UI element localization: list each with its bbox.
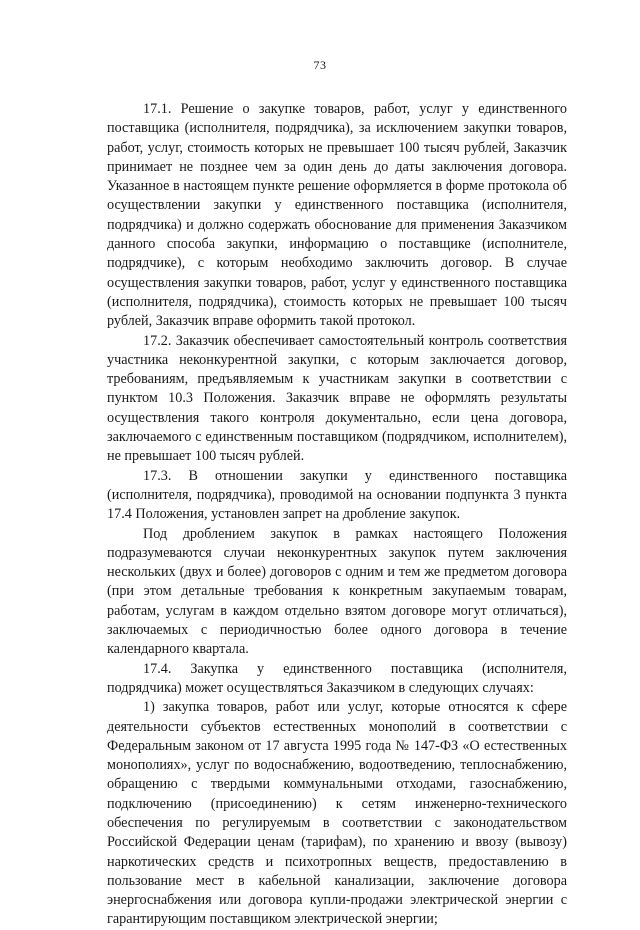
paragraph-17-2: 17.2. Заказчик обеспечивает самостоятельный контроль соответствия участника неконкурентной закупки, с которым заключается договор, требованиям, предъявляемым к участникам закупки в соответствии с пунктом 10.3 Положения. Заказчик вправе не оформлять результаты осуществления такого контроля документально, если цена договора, заключаемого с единственным поставщиком (подрядчиком, исполнителем), не превышает 100 тысяч рублей.	[107, 332, 567, 465]
paragraph-splitting-definition: Под дроблением закупок в рамках настоящего Положения подразумеваются случаи неконкурентных закупок путем заключения нескольких (двух и более) договоров с одним и тем же предметом договора (при этом детальные требования к конкретным закупаемым товарам, работам, услугам в каждом отдельно взятом договоре могут отличаться), заключаемых с периодичностью более одного договора в течение календарного квартала.	[107, 525, 567, 658]
paragraph-17-4-item-1: 1) закупка товаров, работ или услуг, которые относятся к сфере деятельности субъектов естественных монополий в соответствии с Федеральным законом от 17 августа 1995 года № 147-ФЗ «О естественных монополиях», услуг по водоснабжению, водоотведению, теплоснабжению, обращению с твердыми коммунальными отходами, газоснабжению, подключению (присоединению) к сетям инженерно-технического обеспечения по регулируемым в соответствии с законодательством Российской Федерации ценам (тарифам), по хранению и ввозу (вывозу) наркотических средств и психотропных веществ, предоставлению в пользование мест в кабельной канализации, заключение договора энергоснабжения или договора купли-продажи электрической энергии с гарантирующим поставщиком электрической энергии;	[107, 699, 567, 928]
paragraph-17-3: 17.3. В отношении закупки у единственного поставщика (исполнителя, подрядчика), проводимой на основании подпункта 3 пункта 17.4 Положения, установлен запрет на дробление закупок.	[107, 467, 567, 523]
paragraph-17-4: 17.4. Закупка у единственного поставщика (исполнителя, подрядчика) может осуществляться Заказчиком в следующих случаях:	[107, 660, 567, 696]
document-body	[107, 100, 567, 930]
page-number: 73	[313, 58, 327, 72]
paragraph-17-1: 17.1. Решение о закупке товаров, работ, услуг у единственного поставщика (исполнителя, подрядчика), за исключением закупки товаров, работ, услуг, стоимость которых не превышает 100 тысяч рублей, Заказчик принимает не позднее чем за один день до даты заключения договора. Указанное в настоящем пункте решение оформляется в форме протокола об осуществлении закупки у единственного поставщика (исполнителя, подрядчика) и должно содержать обоснование для применения Заказчиком данного способа закупки, информацию о поставщике (исполнителе, подрядчике), с которым необходимо заключить договор. В случае осуществления закупки товаров, работ, услуг у единственного поставщика (исполнителя, подрядчика), стоимость которых не превышает 100 тысяч рублей, Заказчик вправе оформить такой протокол.	[107, 101, 567, 330]
